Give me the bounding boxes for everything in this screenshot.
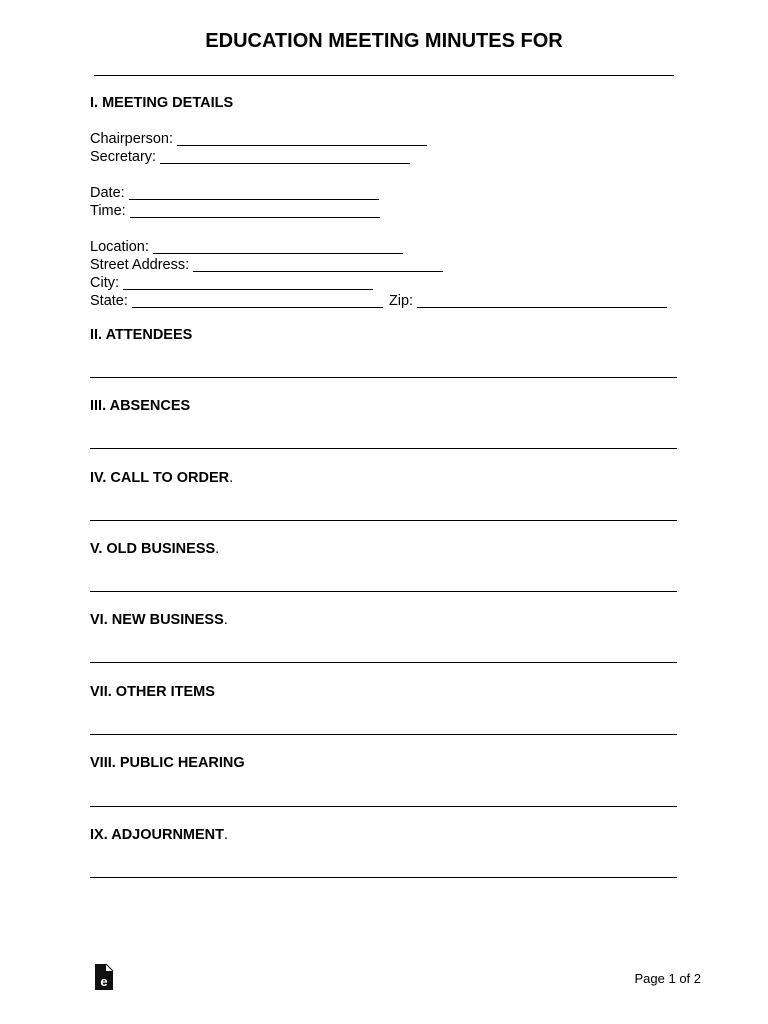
section-heading-call-to-order: IV. CALL TO ORDER.: [90, 470, 234, 486]
city-field: [90, 274, 373, 292]
chairperson-label: Chairperson:: [90, 131, 174, 147]
call-to-order-blank-line[interactable]: [90, 520, 677, 521]
adjournment-blank-line[interactable]: [90, 877, 677, 878]
page-number: Page 1 of 2: [634, 971, 701, 986]
new-business-blank-line[interactable]: [90, 662, 677, 663]
time-label: Time:: [90, 203, 126, 219]
date-blank[interactable]: [129, 199, 379, 200]
section-heading-attendees: II. ATTENDEES: [90, 327, 193, 343]
absences-blank-line[interactable]: [90, 448, 677, 449]
state-blank[interactable]: [132, 307, 383, 308]
section-heading-adjournment: IX. ADJOURNMENT.: [90, 827, 229, 843]
section-heading-meeting-details: I. MEETING DETAILS: [90, 95, 234, 111]
location-blank[interactable]: [153, 253, 403, 254]
secretary-blank[interactable]: [160, 163, 410, 164]
location-field: [90, 238, 403, 256]
time-blank[interactable]: [130, 217, 380, 218]
street-address-field: [90, 256, 443, 274]
section-heading-new-business: VI. NEW BUSINESS.: [90, 612, 228, 628]
zip-label: Zip:: [388, 293, 414, 309]
city-blank[interactable]: [123, 289, 373, 290]
state-zip-row: [90, 292, 667, 310]
svg-text:e: e: [100, 974, 108, 989]
section-heading-old-business: V. OLD BUSINESS.: [90, 541, 220, 557]
date-field: [90, 184, 379, 202]
eforms-logo-icon: [94, 963, 114, 991]
secretary-field: [90, 148, 410, 166]
time-field: [90, 202, 380, 220]
zip-blank[interactable]: [417, 307, 667, 308]
section-heading-public-hearing: VIII. PUBLIC HEARING: [90, 755, 245, 771]
date-label: Date:: [90, 185, 125, 201]
chairperson-blank[interactable]: [177, 145, 427, 146]
attendees-blank-line[interactable]: [90, 377, 677, 378]
location-label: Location:: [90, 239, 149, 255]
state-label: State:: [90, 293, 128, 309]
street-address-blank[interactable]: [193, 271, 443, 272]
section-heading-other-items: VII. OTHER ITEMS: [90, 684, 215, 700]
chairperson-field: [90, 130, 427, 148]
public-hearing-blank-line[interactable]: [90, 806, 677, 807]
secretary-label: Secretary:: [90, 149, 157, 165]
title-blank-line[interactable]: [94, 75, 674, 76]
street-address-label: Street Address:: [90, 257, 190, 273]
other-items-blank-line[interactable]: [90, 734, 677, 735]
old-business-blank-line[interactable]: [90, 591, 677, 592]
document-title: EDUCATION MEETING MINUTES FOR: [205, 30, 563, 52]
section-heading-absences: III. ABSENCES: [90, 398, 191, 414]
city-label: City:: [90, 275, 119, 291]
